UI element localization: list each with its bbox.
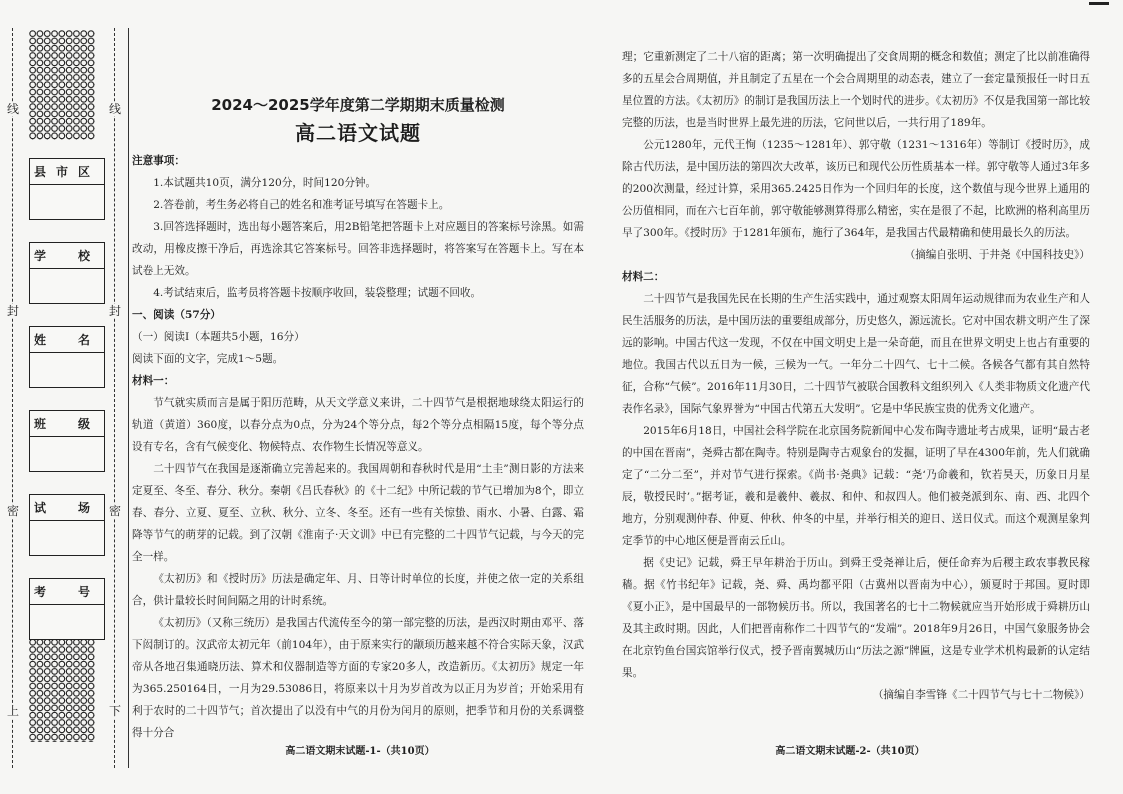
field-label: 试 场 [30,495,104,521]
binding-char-feng: 封 [6,304,19,318]
paragraph: 公元1280年，元代王恂（1235～1281年）、郭守敬（1231～1316年）等制订《授时历》，成除古代历法，是中国历法的第四次大改革，该历已和现代公历性质基本一样。郭守敬等人通过3年多的200次测量，经过计算，采用365.2425日作为一个回归年的长度，这个数值与现今世界上通用的公历值相同，而在六七百年前，郭守敬能够测算得那么精密，实在是很了不起，比欧洲的格利高里历早了300年。《授时历》于1281年颁布，施行了364年，是我国古代最精确和使用最长久的历法。 [622,139,1090,239]
field-label: 考 号 [30,579,104,605]
source-citation: （摘编自李雪锋《二十四节气与七十二物候》） [872,689,1090,701]
seal-line-right [114,28,115,768]
subsection-heading: （一）阅读Ⅰ（本题共5小题，16分） [132,331,305,343]
material-label: 材料二： [622,271,665,283]
page-footer-left: 高二语文期末试题-1-（共10页） [285,746,435,757]
notice-item: 3.回答选择题时，选出每小题答案后，用2B铅笔把答题卡上对应题目的答案标号涂黑。如需改动，用橡皮擦干净后，再选涂其它答案标号。回答非选择题时，将答案写在答题卡上。写在本试卷上无效。 [132,221,584,277]
field-name[interactable] [29,326,105,388]
paragraph: 理；它重新测定了二十八宿的距离；第一次明确提出了交食周期的概念和数值；测定了比以前准确得多的五星会合周期值，并且制定了五星在一个会合周期里的动态表，建立了一套定量预报任一时日五星位置的方法。《太初历》的制订是我国历法上一个划时代的进步。《太初历》不仅是我国第一部比较完整的历法，也是当时世界上最先进的历法，它问世以后，一共行用了189年。 [622,51,1090,129]
binding-char-mi: 密 [108,504,121,518]
field-label: 县市区 [30,159,104,185]
section-heading: 一、阅读（57分） [132,309,221,321]
notice-item: 2.答卷前，考生务必将自己的姓名和准考证号填写在答题卡上。 [153,199,450,211]
field-exam-room[interactable] [29,494,105,556]
binding-char-feng: 封 [108,304,121,318]
dot-pattern-bottom [29,624,95,742]
left-page [132,94,584,744]
paragraph: 《太初历》（又称三统历）是我国古代流传至今的第一部完整的历法，是西汉时期由邓平、落下闳制订的。汉武帝太初元年（前104年），由于原来实行的颛顼历越来越不符合实际天象，汉武帝从各地召集通晓历法、算术和仪器制造等方面的专家20多人，改造新历。《太初历》规定一年为365.250164日，一月为29.53086日，将原来以十月为岁首改为以正月为岁首；开始采用有利于农时的二十四节气；首次提出了以没有中气的月份为闰月的原则，把季节和月份的关系调整得十分合 [132,617,584,739]
right-page [622,46,1090,706]
field-exam-number[interactable] [29,578,105,640]
field-label: 学 校 [30,243,104,269]
instruction-text: 阅读下面的文字，完成1～5题。 [132,353,284,365]
binding-strip [6,28,128,768]
scan-mark [1089,2,1109,5]
binding-char-xia: 下 [108,704,121,718]
paragraph: 据《史记》记载，舜王早年耕治于历山。到舜王受尧禅让后，便任命弃为后稷主政农事教民稼穑。据《竹书纪年》记载，尧、舜、禹均都平阳（古冀州以晋南为中心），颁夏时于邦国。夏时即《夏小正》，是中国最早的一部物候历书。所以，我国著名的七十二物候就应当开始形成于舜耕历山及其主政时期。因此，人们把晋南称作二十四节气的“发端”。2018年9月26日，中国气象服务协会在北京钓鱼台国宾馆举行仪式，授予晋南翼城历山“历法之源”牌匾，这是专业学术机构最新的认定结果。 [622,557,1090,679]
field-county[interactable] [29,158,105,220]
paragraph: 2015年6月18日，中国社会科学院在北京国务院新闻中心发布陶寺遗址考古成果，证明“最古老的中国在晋南”，尧舜古都在陶寺。特别是陶寺古观象台的发掘，证明了早在4300年前，先人们就确定了“二分二至”，并对节气进行探索。《尚书·尧典》记载：“尧‘乃命羲和，钦若昊天，历象日月星辰，敬授民时’。”据考证，羲和是羲仲、羲叔、和仲、和叔四人。他们被尧派到东、南、西、北四个地方，分别观测仲春、仲夏、仲秋、仲冬的中星，并举行相关的迎日、送日仪式。而这个观测星象判定季节的中心地区便是晋南云丘山。 [622,425,1090,547]
binding-char-xian: 线 [108,102,121,116]
notice-item: 1.本试题共10页，满分120分，时间120分钟。 [153,177,377,189]
paragraph: 二十四节气在我国是逐渐确立完善起来的。我国周朝和春秋时代是用“土圭”测日影的方法来定夏至、冬至、春分、秋分。秦朝《吕氏春秋》的《十二纪》中所记载的节气已增加为8个，即立春、春分、立夏、夏至、立秋、秋分、立冬、冬至。还有一些有关惊蛰、雨水、小暑、白露、霜降等节气的萌芽的记载。到了汉朝《淮南子·天文训》中已有完整的二十四节气记载，与今天的完全一样。 [132,463,584,563]
dot-pattern-top [29,30,95,140]
subject-title: 高二语文试题 [295,121,421,145]
paragraph: 二十四节气是我国先民在长期的生产生活实践中，通过观察太阳周年运动规律而为农业生产和人民生活服务的历法，是中国历法的重要组成部分，历史悠久，源远流长。它对中国农耕文明产生了深远的影响。中国古代这一发现，不仅在中国文明史上是一朵奇葩，而且在世界文明史上也占有重要的地位。我国古代以五日为一候，三候为一气。一年分二十四气、七十二候。各候各气都有其自然特征，合称“气候”。2016年11月30日，二十四节气被联合国教科文组织列入《人类非物质文化遗产代表作名录》，国际气象界誉为“中国古代第五大发明”。它是中华民族宝贵的优秀文化遗产。 [622,293,1090,415]
binding-edge-line [128,28,129,768]
binding-char-mi: 密 [6,504,19,518]
binding-char-xian: 线 [6,102,19,116]
paragraph: 节气就实质而言是属于阳历范畴，从天文学意义来讲，二十四节气是根据地球绕太阳运行的轨道（黄道）360度，以春分点为0点，分为24个等分点，每2个等分点相隔15度，每个等分点设有专名，含有气候变化、物候特点、农作物生长情况等意义。 [132,397,584,453]
field-school[interactable] [29,242,105,304]
field-class[interactable] [29,410,105,472]
field-label: 班 级 [30,411,104,437]
field-label: 姓 名 [30,327,104,353]
binding-char-shang: 上 [6,704,19,718]
source-citation: （摘编自张明、于井尧《中国科技史》） [904,249,1090,261]
seal-line-left [12,28,13,768]
exam-title: 2024～2025学年度第二学期期末质量检测 [211,96,505,114]
material-label: 材料一： [132,375,175,387]
page-footer-right: 高二语文期末试题-2-（共10页） [775,746,925,757]
notice-item: 4.考试结束后，监考员将答题卡按顺序收回，装袋整理；试题不回收。 [153,287,482,299]
paragraph: 《太初历》和《授时历》历法是确定年、月、日等计时单位的长度，并使之依一定的关系组合，供计量较长时间间隔之用的计时系统。 [132,573,584,607]
notice-heading: 注意事项： [132,155,185,167]
